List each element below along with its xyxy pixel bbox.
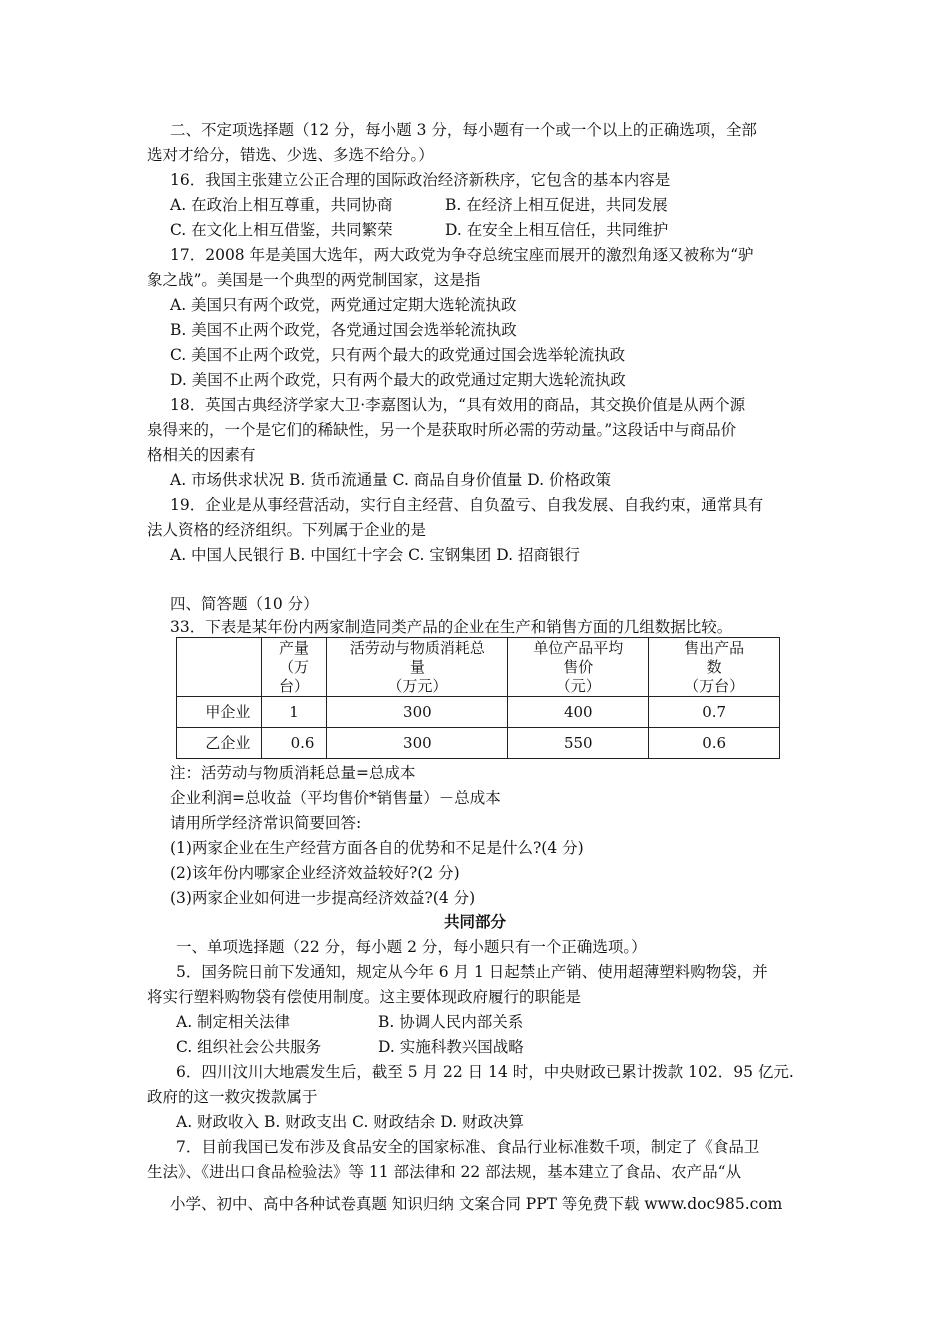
q6-stem-line1: 6．四川汶川大地震发生后，截至 5 月 22 日 14 时，中央财政已累计拨款 102．95 亿元. (176, 1063, 794, 1081)
note-line2: 企业利润=总收益（平均售价*销售量）－总成本 (170, 789, 501, 807)
q7-stem-line2: 生法》、《进出口食品检验法》等 11 部法律和 22 部法规，基本建立了食品、农产品“从 (147, 1163, 742, 1181)
table-header-row (177, 638, 780, 697)
table-header-cell: 单位产品平均 售价 （元） (508, 638, 649, 697)
q6-options: A. 财政收入 B. 财政支出 C. 财政结余 D. 财政决算 (176, 1113, 524, 1131)
q18-stem-line1: 18．英国古典经济学家大卫·李嘉图认为，“具有效用的商品，其交换价值是从两个源 (170, 396, 746, 414)
q16-option-d: D. 在安全上相互信任，共同维护 (445, 221, 669, 239)
q33-stem: 33．下表是某年份内两家制造同类产品的企业在生产和销售方面的几组数据比较。 (170, 618, 733, 636)
q16-stem: 16．我国主张建立公正合理的国际政治经济新秩序，它包含的基本内容是 (170, 171, 671, 189)
q5-option-b: B. 协调人民内部关系 (378, 1013, 524, 1031)
q5-option-d: D. 实施科教兴国战略 (378, 1038, 524, 1056)
q19-options: A. 中国人民银行 B. 中国红十字会 C. 宝钢集团 D. 招商银行 (170, 546, 580, 564)
table-header-cell: 产量 （万 台） (261, 638, 327, 697)
table-cell: 300 (327, 728, 508, 759)
section4-title: 四、简答题（10 分） (170, 595, 319, 613)
table-cell: 0.7 (649, 697, 780, 728)
footer-text: 小学、初中、高中各种试卷真题 知识归纳 文案合同 PPT 等免费下载 www.doc985.com (170, 1195, 783, 1213)
q16-option-c: C. 在文化上相互借鉴，共同繁荣 (170, 221, 393, 239)
table-cell: 0.6 (649, 728, 780, 759)
q19-stem-line1: 19．企业是从事经营活动，实行自主经营、自负盈亏、自我发展、自我约束，通常具有 (170, 496, 764, 514)
q5-stem-line2: 将实行塑料购物袋有偿使用制度。这主要体现政府履行的职能是 (147, 988, 582, 1006)
q17-option-a: A. 美国只有两个政党，两党通过定期大选轮流执政 (170, 296, 517, 314)
q18-stem-line2: 泉得来的，一个是它们的稀缺性，另一个是获取时所必需的劳动量。”这段话中与商品价 (147, 421, 737, 439)
common-section-title: 共同部分 (443, 912, 506, 931)
q18-stem-line3: 格相关的因素有 (147, 446, 256, 464)
q18-options: A. 市场供求状况 B. 货币流通量 C. 商品自身价值量 D. 价格政策 (170, 471, 611, 489)
q7-stem-line1: 7．目前我国已发布涉及食品安全的国家标准、食品行业标准数千项，制定了《食品卫 (176, 1138, 760, 1156)
q17-option-d: D. 美国不止两个政党，只有两个最大的政党通过定期大选轮流执政 (170, 371, 626, 389)
q16-option-b: B. 在经济上相互促进，共同发展 (445, 196, 668, 214)
q17-stem-line2: 象之战”。美国是一个典型的两党制国家，这是指 (147, 271, 481, 289)
table-cell: 1 (261, 697, 327, 728)
table-cell: 甲企业 (177, 697, 262, 728)
table-header-cell (177, 638, 262, 697)
common-intro: 一、单项选择题（22 分，每小题 2 分，每小题只有一个正确选项。） (176, 938, 647, 956)
q6-stem-line2: 政府的这一救灾拨款属于 (147, 1088, 318, 1106)
q5-stem-line1: 5．国务院日前下发通知，规定从今年 6 月 1 日起禁止产销、使用超薄塑料购物袋，并 (176, 963, 768, 981)
table-row (177, 697, 780, 728)
table-header-cell: 售出产品 数 （万台） (649, 638, 780, 697)
table-cell: 乙企业 (177, 728, 262, 759)
table-header-cell: 活劳动与物质消耗总 量 （万元） (327, 638, 508, 697)
section2-intro-line2: 选对才给分，错选、少选、多选不给分。） (147, 146, 434, 164)
q16-option-a: A. 在政治上相互尊重，共同协商 (170, 196, 393, 214)
q5-option-a: A. 制定相关法律 (176, 1013, 291, 1031)
q17-stem-line1: 17．2008 年是美国大选年，两大政党为争夺总统宝座而展开的激烈角逐又被称为“驴 (170, 246, 754, 264)
sub-question-3: (3)两家企业如何进一步提高经济效益?(4 分) (170, 889, 476, 907)
comparison-table (176, 637, 780, 759)
section2-intro-line1: 二、不定项选择题（12 分，每小题 3 分，每小题有一个或一个以上的正确选项，全部 (170, 121, 757, 139)
answer-prompt: 请用所学经济常识简要回答: (170, 814, 362, 832)
q5-option-c: C. 组织社会公共服务 (176, 1038, 322, 1056)
note-line1: 注：活劳动与物质消耗总量=总成本 (170, 764, 416, 782)
table-cell: 300 (327, 697, 508, 728)
table-cell: 550 (508, 728, 649, 759)
q19-stem-line2: 法人资格的经济组织。下列属于企业的是 (147, 521, 427, 539)
q17-option-b: B. 美国不止两个政党，各党通过国会选举轮流执政 (170, 321, 517, 339)
sub-question-2: (2)该年份内哪家企业经济效益较好?(2 分) (170, 864, 460, 882)
table-cell: 400 (508, 697, 649, 728)
sub-question-1: (1)两家企业在生产经营方面各自的优势和不足是什么?(4 分) (170, 839, 584, 857)
q17-option-c: C. 美国不止两个政党，只有两个最大的政党通过国会选举轮流执政 (170, 346, 626, 364)
table-row (177, 728, 780, 759)
table-cell: 0.6 (261, 728, 327, 759)
